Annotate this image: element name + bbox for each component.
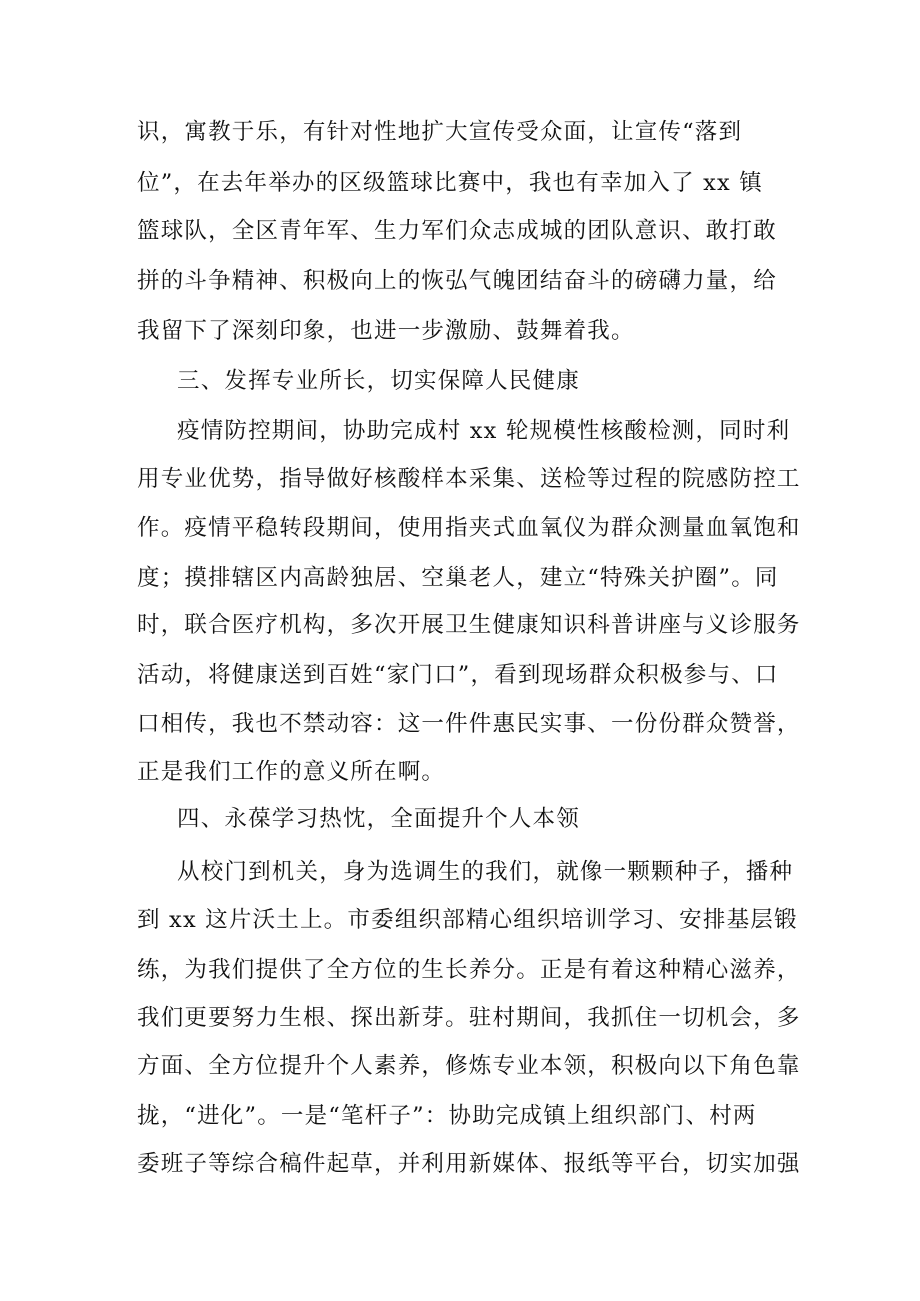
section-heading: 四、永葆学习热忱，全面提升个人本领: [177, 806, 580, 832]
text-line: 疫情防控期间，协助完成村 xx 轮规模性核酸检测，同时利: [177, 418, 791, 444]
text-line: 从校门到机关，身为选调生的我们，就像一颗颗种子，播种: [177, 859, 794, 885]
text-line: 活动，将健康送到百姓“家门口”，看到现场群众积极参与、口: [137, 662, 779, 688]
text-line: 位”，在去年举办的区级篮球比赛中，我也有幸加入了 xx 镇: [137, 170, 763, 196]
text-line: 方面、全方位提升个人素养，修炼专业本领，积极向以下角色靠: [137, 1053, 801, 1079]
text-line: 时，联合医疗机构，多次开展卫生健康知识科普讲座与义诊服务: [137, 612, 801, 638]
text-line: 拼的斗争精神、积极向上的恢弘气魄团结奋斗的磅礴力量，给: [137, 268, 777, 294]
text-line: 练，为我们提供了全方位的生长养分。正是有着这种精心滋养，: [137, 957, 801, 983]
text-line: 识，寓教于乐，有针对性地扩大宣传受众面，让宣传“落到: [137, 119, 743, 145]
text-line: 篮球队，全区青年军、生力军们众志成城的团队意识、敢打敢: [137, 218, 777, 244]
text-line: 到 xx 这片沃土上。市委组织部精心组织培训学习、安排基层锻: [137, 907, 798, 933]
text-line: 正是我们工作的意义所在啊。: [137, 759, 446, 785]
text-line: 我留下了深刻印象，也进一步激励、鼓舞着我。: [137, 318, 635, 344]
text-line: 我们更要努力生根、探出新芽。驻村期间，我抓住一切机会，多: [137, 1005, 801, 1031]
text-line: 委班子等综合稿件起草，并利用新媒体、报纸等平台，切实加强: [137, 1151, 801, 1177]
text-line: 用专业优势，指导做好核酸样本采集、送检等过程的院感防控工: [137, 466, 801, 492]
text-line: 作。疫情平稳转段期间，使用指夹式血氧仪为群众测量血氧饱和: [137, 515, 801, 541]
section-heading: 三、发挥专业所长，切实保障人民健康: [177, 368, 580, 394]
text-line: 拢，“进化”。一是“笔杆子”：协助完成镇上组织部门、村两: [137, 1103, 757, 1129]
text-line: 度；摸排辖区内高龄独居、空巢老人，建立“特殊关护圈”。同: [137, 565, 779, 591]
text-line: 口相传，我也不禁动容：这一件件惠民实事、一份份群众赞誉，: [137, 711, 801, 737]
